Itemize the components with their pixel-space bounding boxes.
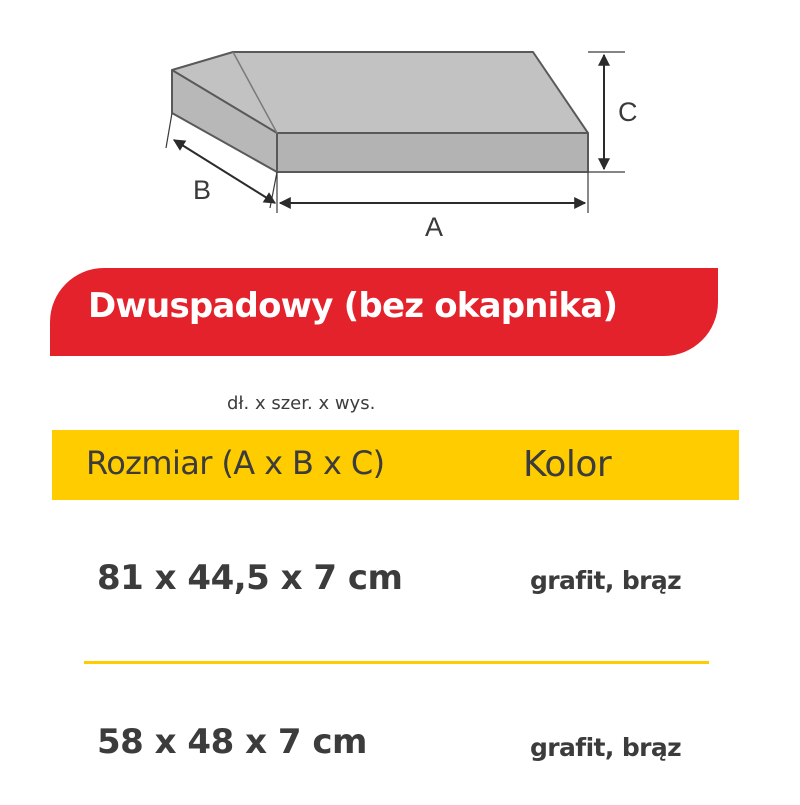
header-size: Rozmiar (A x B x C) <box>86 444 385 482</box>
product-title: Dwuspadowy (bez okapnika) <box>88 286 618 326</box>
slab-shape <box>172 52 588 172</box>
row-2-color: grafit, brąz <box>530 733 682 762</box>
row-divider <box>84 661 709 664</box>
slab-front-face <box>277 133 588 172</box>
row-1-color: grafit, brąz <box>530 566 682 595</box>
header-color: Kolor <box>523 444 612 485</box>
dimensions-note: dł. x szer. x wys. <box>227 393 376 414</box>
row-1-size: 81 x 44,5 x 7 cm <box>97 558 403 598</box>
dimension-c-label: C <box>618 97 638 127</box>
row-2-size: 58 x 48 x 7 cm <box>97 722 367 762</box>
dimension-b-label: B <box>193 175 212 205</box>
dimension-a-label: A <box>425 212 444 242</box>
coping-slab-diagram <box>0 0 800 260</box>
